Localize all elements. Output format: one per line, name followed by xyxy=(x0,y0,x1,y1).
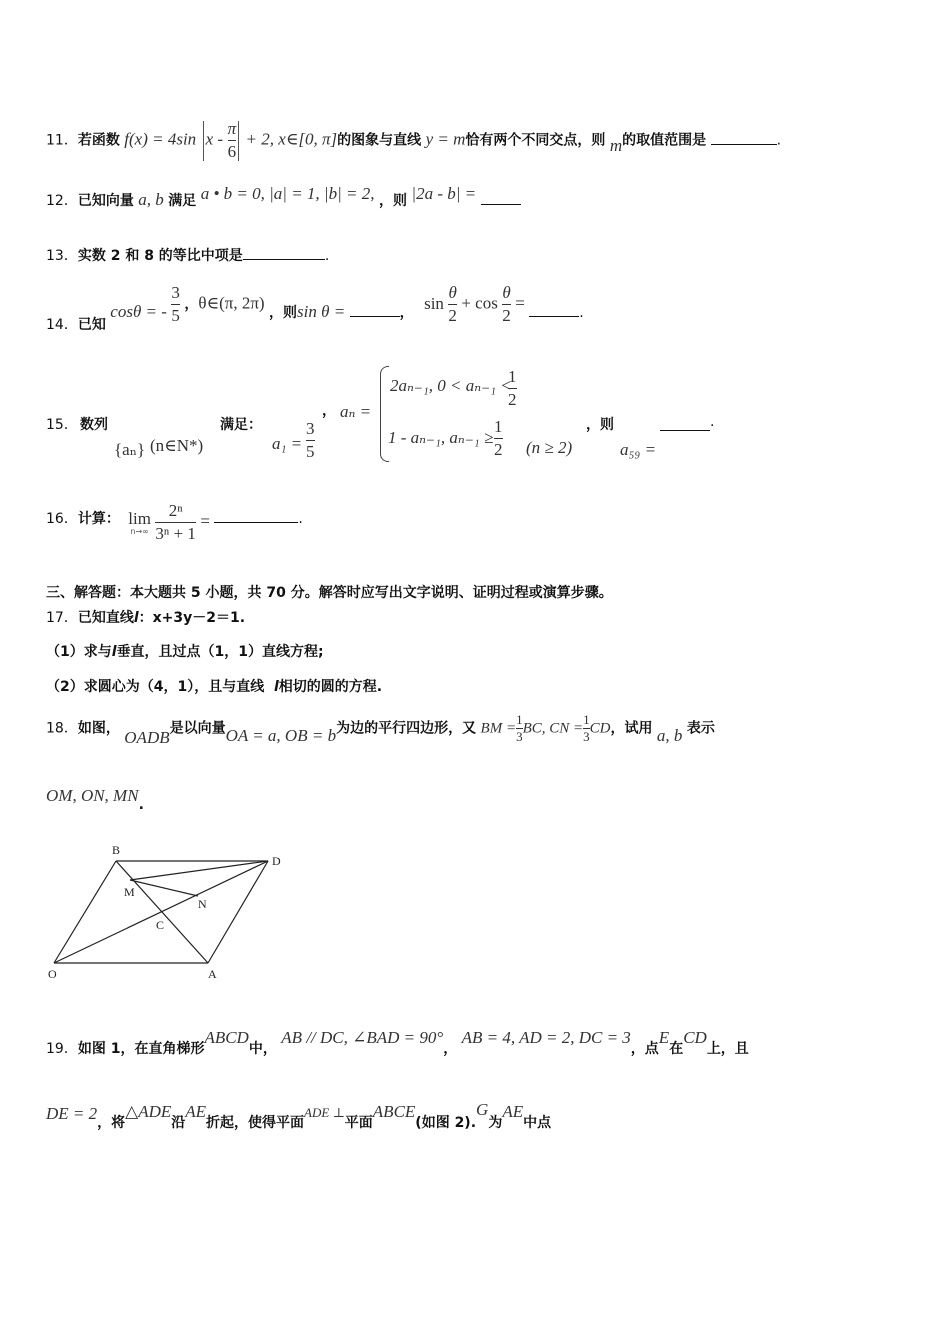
q12-text3: ，则 xyxy=(378,193,407,209)
q18-third-2: $\frac{1}{3}$ xyxy=(583,712,590,744)
q11-domain: + 2, x∈[0, π] xyxy=(245,129,338,149)
section-3-heading: 三、解答题：本大题共 5 小题，共 70 分。解答时应写出文字说明、证明过程或演算步骤。 xyxy=(46,585,613,601)
figure-18-parallelogram xyxy=(40,840,300,985)
question-17 xyxy=(46,607,245,627)
q19-text12: 中点 xyxy=(523,1115,552,1131)
q18-text4: ，试用 xyxy=(610,720,653,737)
q15-a1: a₁ = xyxy=(272,434,303,453)
q19-e: E xyxy=(658,1028,670,1047)
q11-m: m xyxy=(609,135,623,155)
q18-text5: 表示 xyxy=(686,720,715,737)
q12-vectors: a, b xyxy=(138,190,164,209)
q14-half-theta-2: $\frac{\theta}{2}$ xyxy=(502,283,511,325)
q18-oadb: OADB xyxy=(124,727,170,747)
q14-half-theta-1: $\frac{\theta}{2}$ xyxy=(448,283,457,325)
q12-condition: a • b = 0, |a| = 1, |b| = 2, xyxy=(200,184,375,203)
q11-text: 若函数 xyxy=(77,132,120,149)
q19-number: 19． xyxy=(46,1041,78,1057)
diag-ba xyxy=(116,861,208,963)
q19-cd: CD xyxy=(683,1028,707,1047)
q18-bc-cn: BC, CN = xyxy=(522,720,584,737)
q19-de: DE = 2 xyxy=(46,1104,98,1123)
question-14 xyxy=(46,282,584,333)
q18-number: 18． xyxy=(46,720,78,737)
label-a: A xyxy=(208,967,217,981)
q18-targets xyxy=(46,786,144,813)
q17-part2-text: （2）求圆心为（4，1），且与直线 xyxy=(46,679,265,695)
label-o: O xyxy=(48,967,57,981)
q18-bm: BM = xyxy=(480,720,517,737)
q11-period: . xyxy=(776,132,782,149)
q11-text2: 的图象与直线 xyxy=(337,132,422,149)
q15-a59: a₅₉ = xyxy=(620,440,657,459)
question-18 xyxy=(46,712,715,745)
question-13 xyxy=(46,245,329,265)
q19-text8: 折起，使得平面 xyxy=(206,1115,305,1131)
q19-condition-1: AB // DC, ∠BAD = 90° xyxy=(281,1028,444,1047)
q12-expression: |2a - b| = xyxy=(411,184,477,203)
question-19 xyxy=(46,1028,749,1058)
q15-sequence: {aₙ} xyxy=(114,440,146,459)
q15-case-1: 2aₙ₋₁, 0 < aₙ₋₁ < xyxy=(390,376,512,395)
q19-g: G xyxy=(476,1100,489,1119)
q14-cos: cosθ = - xyxy=(110,301,167,321)
q17-part2-text2: 相切的圆的方程. xyxy=(278,679,383,695)
q19-abcd: ABCD xyxy=(204,1028,249,1047)
q17-part1-text: （1）求与 xyxy=(46,644,112,660)
q11-answer-blank[interactable] xyxy=(711,130,777,145)
q15-text3: ，则 xyxy=(586,417,614,433)
label-m: M xyxy=(124,885,135,899)
q15-nset: (n∈N*) xyxy=(150,436,204,455)
q17-equation: ：x+3y－2＝1. xyxy=(138,610,246,626)
q14-answer-blank-2[interactable] xyxy=(529,302,579,317)
question-11 xyxy=(46,118,781,163)
q18-dot: . xyxy=(138,797,144,813)
q19-text3: ，点 xyxy=(630,1041,659,1057)
q14-fraction: $\frac{3}{5}$ xyxy=(171,283,180,325)
q16-fraction: $\frac{\text{2ⁿ}}{\text{3ⁿ + 1}}$ xyxy=(155,501,196,543)
q19-ade-perp: ADE ⊥ xyxy=(304,1105,345,1120)
q19-text11: 为 xyxy=(488,1115,503,1131)
q12-number: 12． xyxy=(46,193,78,209)
q15-case-2: 1 - aₙ₋₁, aₙ₋₁ ≥ xyxy=(388,428,494,447)
q14-range: θ∈(π, 2π) xyxy=(198,293,265,313)
q19-text: 如图 1，在直角梯形 xyxy=(77,1041,205,1057)
q14-equals: = xyxy=(515,293,525,313)
q19-abce: ABCE xyxy=(372,1102,416,1121)
q19-text10: (如图 2). xyxy=(415,1115,477,1131)
q14-cos-half: + cos xyxy=(461,293,498,313)
q19-text5: 上，且 xyxy=(706,1041,749,1057)
q16-answer-blank[interactable] xyxy=(214,508,298,523)
q15-case1-half: $\frac{1}{2}$ xyxy=(508,367,517,409)
q14-text: 已知 xyxy=(77,316,106,333)
q15-n-condition: (n ≥ 2) xyxy=(526,438,573,457)
q11-line: y = m xyxy=(425,129,466,149)
q15-text2: 满足： xyxy=(220,417,262,433)
q15-comma: ， xyxy=(322,403,336,419)
q18-cd: CD xyxy=(589,720,611,737)
q17-part1-text2: 垂直，且过点（1，1）直线方程; xyxy=(116,644,324,660)
q19-text4: 在 xyxy=(669,1041,684,1057)
q14-comma2: ， xyxy=(399,304,414,321)
label-b: B xyxy=(112,843,121,857)
q15-answer-blank[interactable] xyxy=(660,416,710,431)
q11-function: f(x) = 4sin xyxy=(124,129,197,149)
question-19-cont xyxy=(46,1100,552,1132)
q14-answer-blank-1[interactable] xyxy=(350,302,400,317)
q19-text7: 沿 xyxy=(171,1115,186,1131)
q15-text: 数列 xyxy=(80,417,108,433)
q14-text2: ，则 xyxy=(269,304,298,321)
q17-part2-l: l xyxy=(273,679,279,695)
q11-number: 11． xyxy=(46,132,78,149)
q13-period: . xyxy=(324,248,330,264)
q19-text6: ，将 xyxy=(97,1115,126,1131)
q19-comma: ， xyxy=(443,1041,458,1057)
q11-pi-over-6: $\frac{\pi}{6}$ xyxy=(227,119,237,161)
q15-period: . xyxy=(710,414,715,430)
q19-text9: 平面 xyxy=(344,1115,373,1131)
q17-number: 17． xyxy=(46,610,78,626)
q19-text2: 中， xyxy=(248,1041,277,1057)
q18-expressions: OM, ON, MN xyxy=(46,786,139,805)
q14-period: . xyxy=(579,304,584,321)
q12-text2: 满足 xyxy=(168,193,197,209)
q12-text: 已知向量 xyxy=(77,193,134,209)
q14-sin-half: sin xyxy=(424,293,444,313)
q16-period: . xyxy=(298,510,303,527)
q14-comma: ， xyxy=(184,296,199,313)
q11-text4: 的取值范围是 xyxy=(622,132,707,149)
label-n: N xyxy=(198,897,207,911)
q11-inner: x - xyxy=(205,129,224,149)
question-16 xyxy=(46,500,303,545)
q13-text: 实数 2 和 8 的等比中项是 xyxy=(77,248,243,264)
q16-limit: lim n→∞ xyxy=(128,508,151,536)
q18-vectors: OA = a, OB = b xyxy=(225,725,337,745)
q15-a1-fraction: $\frac{3}{5}$ xyxy=(306,419,315,461)
edge-da xyxy=(208,861,268,963)
q18-text3: 为边的平行四边形，又 xyxy=(336,720,477,737)
label-c: C xyxy=(156,918,165,932)
q14-sin: sin θ = xyxy=(297,301,346,321)
q18-text2: 是以向量 xyxy=(169,720,226,737)
q17-part-1 xyxy=(46,641,324,661)
q13-answer-blank[interactable] xyxy=(243,245,325,260)
q16-number: 16． xyxy=(46,510,78,527)
q18-text: 如图， xyxy=(77,720,120,737)
q16-text: 计算： xyxy=(77,510,120,527)
q19-ae2: AE xyxy=(502,1102,524,1121)
question-12 xyxy=(46,184,521,210)
q17-part-2 xyxy=(46,676,382,696)
q11-text3: 恰有两个不同交点，则 xyxy=(465,132,606,149)
q15-case2-half: $\frac{1}{2}$ xyxy=(494,417,503,459)
q17-line-l: l xyxy=(133,610,139,626)
q12-answer-blank[interactable] xyxy=(481,190,521,205)
q17-text: 已知直线 xyxy=(77,610,134,626)
q18-third-1: $\frac{1}{3}$ xyxy=(516,712,523,744)
q15-number: 15． xyxy=(46,417,78,433)
q16-equals: = xyxy=(200,511,210,531)
label-d: D xyxy=(272,854,281,868)
q18-ab: a, b xyxy=(656,725,683,745)
q17-part1-l: l xyxy=(111,644,117,660)
q19-condition-2: AB = 4, AD = 2, DC = 3 xyxy=(461,1028,631,1047)
q14-number: 14． xyxy=(46,316,78,333)
q13-number: 13． xyxy=(46,248,78,264)
q19-ae: AE xyxy=(185,1102,207,1121)
q15-an: aₙ = xyxy=(340,402,372,421)
q19-ade: △ADE xyxy=(125,1102,172,1121)
